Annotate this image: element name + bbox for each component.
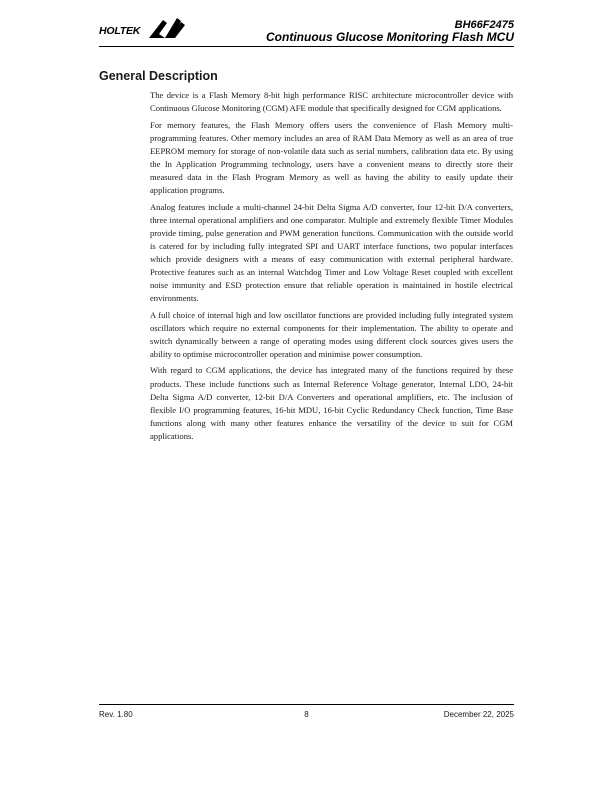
publication-date: December 22, 2025 [443, 710, 514, 719]
paragraph-memory: For memory features, the Flash Memory offers users the convenience of Flash Memory multi-programming features. Other memory includes an area of RAM Data Memory as well as an area of true EEPROM memory for storage of non-volatile data such as serial numbers, calibration data etc. By using the In Application Programming technology, users have a convenient means to directly store their measured data in the Flash Program Memory as well as having the ability to easily update their application programs. [150, 119, 513, 196]
header-title-block [266, 19, 514, 44]
holtek-logo [99, 13, 191, 43]
general-description-body [150, 89, 513, 446]
paragraph-cgm-applications: With regard to CGM applications, the device has integrated many of the functions required by these products. These include functions such as Internal Reference Voltage generator, Internal LDO, 24-bit Delta Sigma A/D converter, 12-bit D/A Converters and operational amplifiers, etc. The inclusion of flexible I/O programming features, 16-bit MDU, 16-bit Cyclic Redundancy Check function, Time Base functions along with many other features enhance the versatility of the device to suit for CGM applications. [150, 365, 513, 441]
page-number: 8 [304, 710, 309, 719]
document-title: Continuous Glucose Monitoring Flash MCU [266, 30, 514, 44]
part-number: BH66F2475 [454, 19, 514, 31]
section-heading: General Description [99, 69, 218, 83]
holtek-logo-mark-icon [147, 14, 187, 42]
paragraph-overview: The device is a Flash Memory 8-bit high performance RISC architecture microcontroller device with Continuous Glucose Monitoring (CGM) AFE module that specifically designed for CGM applications. [150, 90, 513, 114]
page-header [99, 13, 514, 47]
revision-label: Rev. 1.80 [99, 710, 133, 719]
logo-text: HOLTEK [99, 25, 141, 37]
paragraph-oscillator: A full choice of internal high and low oscillator functions are provided including fully integrated system oscillators which require no external components for their implementation. The ability to operate and switch dynamically between a range of operating modes using different clock sources gives users the ability to optimise microcontroller operation and minimise power consumption. [150, 309, 513, 359]
paragraph-analog: Analog features include a multi-channel 24-bit Delta Sigma A/D converter, four 12-bit D/A converters, three internal operational amplifiers and one comparator. Multiple and extremely flexible Timer Modules provide timing, pulse generation and PWM generation functions. Communication with the outside world is catered for by including fully integrated SPI and UART interface functions, two popular interfaces which provide designers with a means of easy communication with external peripheral hardware. Protective features such as an internal Watchdog Timer and Low Voltage Reset coupled with excellent noise immunity and ESD protection ensure that reliable operation is maintained in hostile electrical environments. [150, 201, 513, 304]
page-footer [99, 704, 514, 719]
